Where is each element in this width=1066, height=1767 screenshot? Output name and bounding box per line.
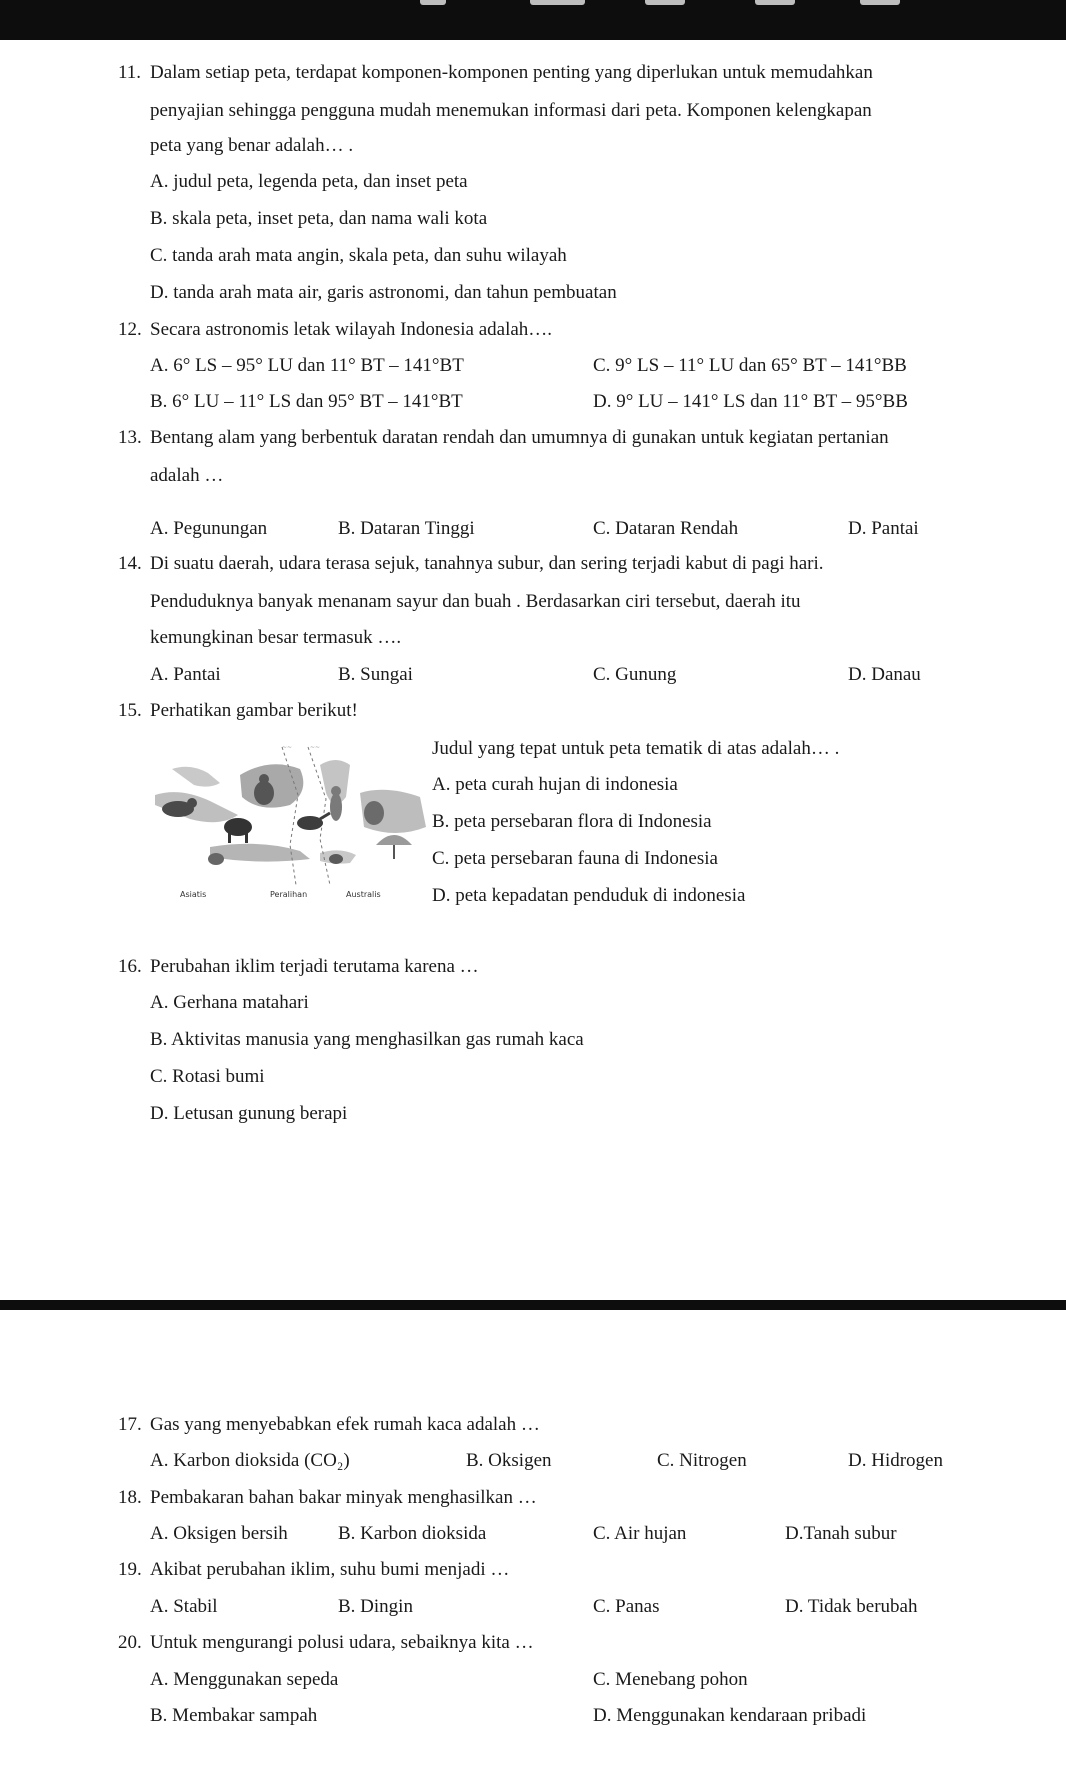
question-text: Untuk mengurangi polusi udara, sebaiknya kita … — [150, 1632, 534, 1653]
option-c[interactable]: C. tanda arah mata angin, skala peta, dan suhu wilayah — [150, 245, 567, 266]
option-a[interactable]: A. Stabil — [150, 1596, 218, 1617]
option-c[interactable]: C. Rotasi bumi — [150, 1066, 265, 1087]
option-d[interactable]: D. Hidrogen — [848, 1450, 943, 1471]
option-b[interactable]: B. 6° LU – 11° LS dan 95° BT – 141°BT — [150, 391, 463, 412]
option-a[interactable]: A. Karbon dioksida (CO₂) — [150, 1450, 350, 1471]
question-text: Akibat perubahan iklim, suhu bumi menjadi … — [150, 1559, 510, 1580]
question-18 — [118, 1486, 537, 1510]
option-b[interactable]: B. Dingin — [338, 1596, 413, 1617]
option-b[interactable]: B. Karbon dioksida — [338, 1523, 487, 1544]
option-d[interactable]: D. tanda arah mata air, garis astronomi, dan tahun pembuatan — [150, 282, 617, 303]
question-text-line: Penduduknya banyak menanam sayur dan buah . Berdasarkan ciri tersebut, daerah itu — [150, 591, 801, 612]
question-number: 20. — [118, 1632, 142, 1653]
option-d[interactable]: D. Menggunakan kendaraan pribadi — [593, 1705, 867, 1726]
bar-indicator — [860, 0, 900, 5]
question-17 — [118, 1413, 540, 1437]
option-a[interactable]: A. Gerhana matahari — [150, 992, 309, 1013]
question-number: 17. — [118, 1414, 142, 1435]
option-c[interactable]: C. peta persebaran fauna di Indonesia — [432, 848, 718, 869]
question-text-line: kemungkinan besar termasuk …. — [150, 627, 402, 648]
question-16 — [118, 955, 479, 979]
option-a[interactable]: A. Oksigen bersih — [150, 1523, 288, 1544]
option-a[interactable]: A. Menggunakan sepeda — [150, 1669, 339, 1690]
map-label-asiatis: Asiatis — [180, 890, 207, 899]
question-number: 12. — [118, 319, 142, 340]
option-d[interactable]: D.Tanah subur — [785, 1523, 897, 1544]
option-a[interactable]: A. judul peta, legenda peta, dan inset peta — [150, 171, 468, 192]
bar-indicator — [755, 0, 795, 5]
question-text: Di suatu daerah, udara terasa sejuk, tanahnya subur, dan sering terjadi kabut di pagi hari. — [150, 553, 824, 574]
question-text: Secara astronomis letak wilayah Indonesia adalah…. — [150, 319, 553, 340]
map-label-peralihan: Peralihan — [270, 890, 308, 899]
question-14 — [118, 552, 824, 576]
option-d[interactable]: D. Pantai — [848, 518, 919, 539]
question-number: 14. — [118, 553, 142, 574]
option-d[interactable]: D. peta kepadatan penduduk di indonesia — [432, 885, 746, 906]
option-c[interactable]: C. Panas — [593, 1596, 660, 1617]
page-separator — [0, 1300, 1066, 1310]
svg-text:~~: ~~ — [310, 744, 321, 751]
question-text-line: penyajian sehingga pengguna mudah menemukan informasi dari peta. Komponen kelengkapan — [150, 100, 872, 121]
map-label-australis: Australis — [346, 890, 381, 899]
map-illustration — [150, 735, 430, 905]
bar-indicator — [420, 0, 446, 5]
question-19 — [118, 1558, 509, 1582]
question-number: 16. — [118, 956, 142, 977]
bar-indicator — [645, 0, 685, 5]
question-text-line: adalah … — [150, 465, 224, 486]
option-b[interactable]: B. Membakar sampah — [150, 1705, 318, 1726]
question-text: Dalam setiap peta, terdapat komponen-komponen penting yang diperlukan untuk memudahkan — [150, 62, 873, 83]
option-a[interactable]: A. 6° LS – 95° LU dan 11° BT – 141°BT — [150, 355, 464, 376]
option-d[interactable]: D. 9° LU – 141° LS dan 11° BT – 95°BB — [593, 391, 908, 412]
svg-text:~~: ~~ — [282, 744, 293, 751]
option-c[interactable]: C. Gunung — [593, 664, 677, 685]
option-c[interactable]: C. Air hujan — [593, 1523, 687, 1544]
option-a[interactable]: A. Pantai — [150, 664, 221, 685]
question-13 — [118, 426, 889, 450]
question-text: Perhatikan gambar berikut! — [150, 700, 358, 721]
option-b[interactable]: B. Sungai — [338, 664, 413, 685]
option-b[interactable]: B. skala peta, inset peta, dan nama wali kota — [150, 208, 488, 229]
question-15 — [118, 699, 358, 723]
question-text: Perubahan iklim terjadi terutama karena … — [150, 956, 479, 977]
fauna-distribution-map — [150, 735, 430, 905]
question-11 — [118, 61, 873, 85]
question-number: 13. — [118, 427, 142, 448]
option-c[interactable]: C. Dataran Rendah — [593, 518, 739, 539]
option-c[interactable]: C. Nitrogen — [657, 1450, 747, 1471]
option-a[interactable]: A. Pegunungan — [150, 518, 268, 539]
option-c[interactable]: C. 9° LS – 11° LU dan 65° BT – 141°BB — [593, 355, 907, 376]
option-b[interactable]: B. peta persebaran flora di Indonesia — [432, 811, 712, 832]
option-d[interactable]: D. Tidak berubah — [785, 1596, 918, 1617]
question-number: 18. — [118, 1487, 142, 1508]
top-bar — [0, 0, 1066, 40]
option-b[interactable]: B. Dataran Tinggi — [338, 518, 475, 539]
bar-indicator — [530, 0, 585, 5]
option-d[interactable]: D. Letusan gunung berapi — [150, 1103, 348, 1124]
question-prompt: Judul yang tepat untuk peta tematik di atas adalah… . — [432, 738, 840, 759]
question-text: Pembakaran bahan bakar minyak menghasilkan … — [150, 1487, 537, 1508]
question-text: Bentang alam yang berbentuk daratan rendah dan umumnya di gunakan untuk kegiatan pertanian — [150, 427, 889, 448]
question-text-line: peta yang benar adalah… . — [150, 135, 354, 156]
question-12 — [118, 318, 552, 342]
option-b[interactable]: B. Aktivitas manusia yang menghasilkan gas rumah kaca — [150, 1029, 584, 1050]
question-number: 15. — [118, 700, 142, 721]
question-number: 11. — [118, 62, 142, 83]
option-c[interactable]: C. Menebang pohon — [593, 1669, 748, 1690]
option-d[interactable]: D. Danau — [848, 664, 921, 685]
question-text: Gas yang menyebabkan efek rumah kaca adalah … — [150, 1414, 540, 1435]
option-a[interactable]: A. peta curah hujan di indonesia — [432, 774, 678, 795]
question-20 — [118, 1631, 534, 1655]
option-b[interactable]: B. Oksigen — [466, 1450, 552, 1471]
question-number: 19. — [118, 1559, 142, 1580]
